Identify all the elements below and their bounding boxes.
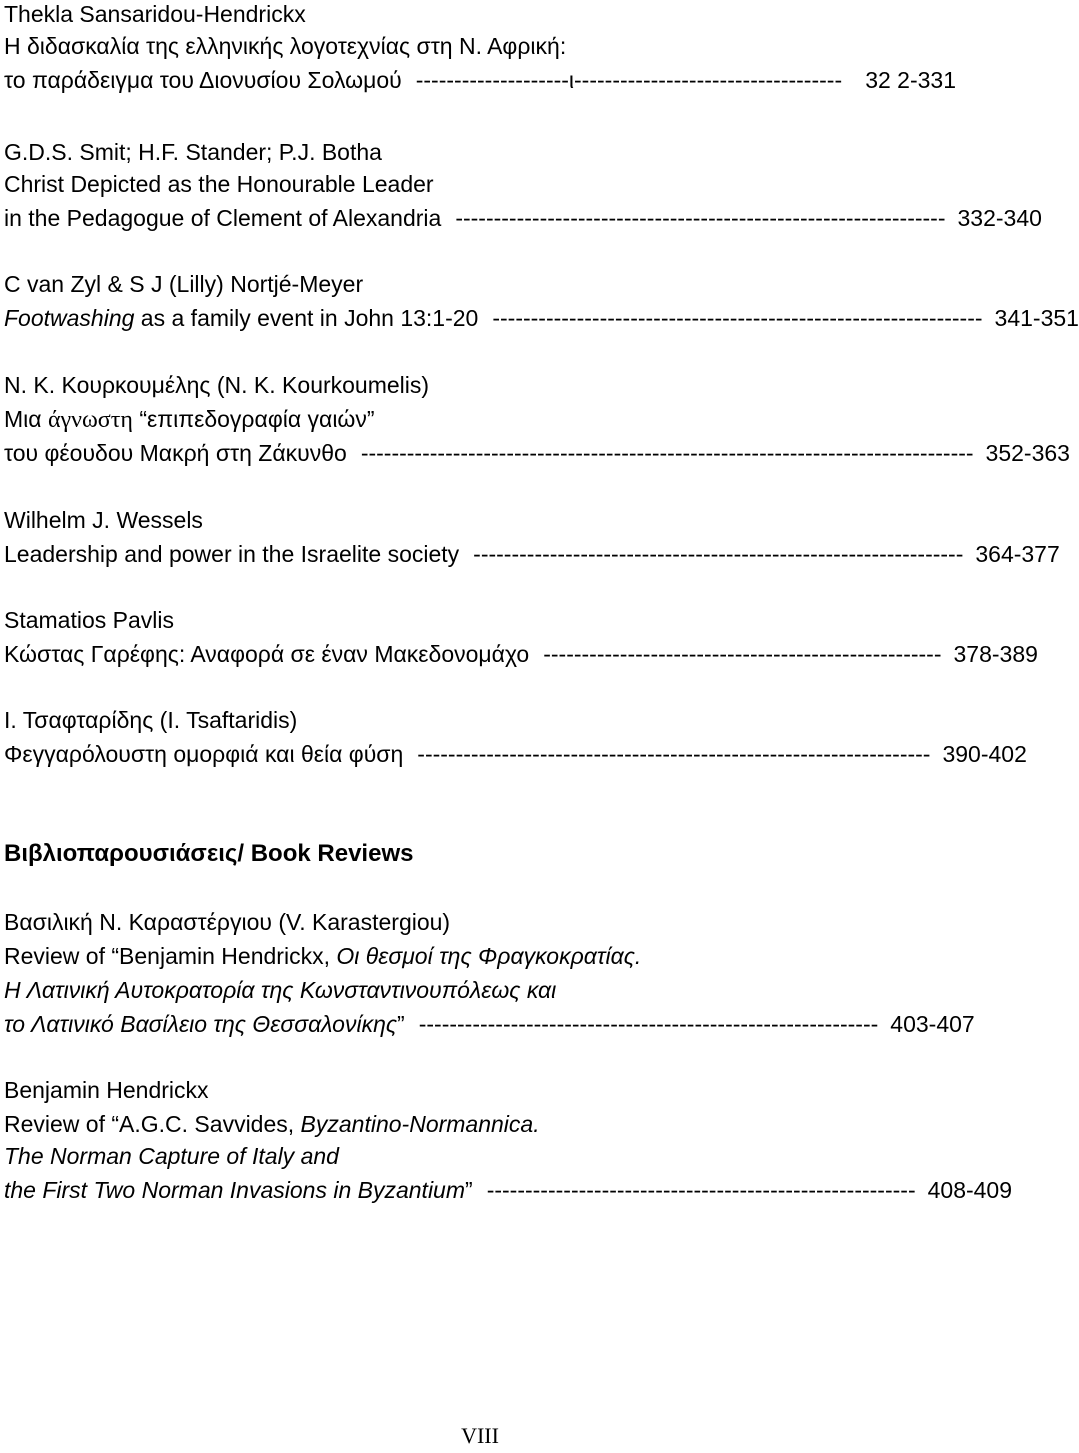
- page-range: 332-340: [957, 205, 1042, 231]
- review-title-line: Η Λατινική Αυτοκρατορία της Κωνσταντινουπόλεως και: [4, 977, 557, 1003]
- dot-leader: -------------------------------------------------------------------: [417, 741, 931, 767]
- page-range: 352-363: [985, 440, 1070, 466]
- dot-leader: ----------------------------------------------------------------: [473, 541, 964, 567]
- review-title-line: Review of “Benjamin Hendrickx, Οι θεσμοί της Φραγκοκρατίας.: [4, 943, 642, 969]
- page-range: 32 2-331: [865, 67, 956, 93]
- review-title-line: The Norman Capture of Italy and: [4, 1143, 339, 1169]
- dot-leader: ----------------------------------------------------------------: [492, 305, 983, 331]
- dot-leader: --------------------------------------------------------------------------------: [360, 440, 974, 466]
- entry-title-line: Footwashing as a family event in John 13:1-20 ---------------------------------------------------------------- 341-351: [4, 302, 956, 334]
- entry-author: Ν. Κ. Κουρκουμέλης (N. K. Kourkoumelis): [4, 372, 430, 398]
- dot-leader: --------------------------------------------------------: [486, 1177, 916, 1203]
- review-title-line: το Λατινικό Βασίλειο της Θεσσαλονίκης” ------------------------------------------------------------ 403-407: [4, 1008, 956, 1040]
- page-range: 364-377: [975, 541, 1060, 567]
- entry-title-line: του φέουδου Μακρή στη Ζάκυνθο -------------------------------------------------------------------------------- 352-363: [4, 437, 956, 469]
- page-range: 341-351: [994, 305, 1079, 331]
- entry-title-line: το παράδειγμα του Διονυσίου Σολωμού --------------------ι----------------------------------- 32 2-331: [4, 64, 956, 96]
- dot-leader: ----------------------------------------------------------------: [455, 205, 946, 231]
- review-reviewer: Βασιλική Ν. Καραστέργιου (V. Karastergiou): [4, 909, 451, 935]
- entry-author: Thekla Sansaridou-Hendrickx: [4, 1, 306, 27]
- review-reviewer: Benjamin Hendrickx: [4, 1077, 209, 1103]
- entry-title-line: Κώστας Γαρέφης: Αναφορά σε έναν Μακεδονομάχο ---------------------------------------------------- 378-389: [4, 638, 956, 670]
- dot-leader: ------------------------------------------------------------: [418, 1011, 879, 1037]
- page-range: 403-407: [890, 1011, 975, 1037]
- entry-title-line: in the Pedagogue of Clement of Alexandria ---------------------------------------------------------------- 332-340: [4, 202, 956, 234]
- entry-title-line: Φεγγαρόλουστη ομορφιά και θεία φύση ------------------------------------------------------------------- 390-402: [4, 738, 956, 770]
- dot-leader: --------------------ι-----------------------------------: [415, 67, 843, 93]
- entry-author: G.D.S. Smit; H.F. Stander; P.J. Botha: [4, 139, 382, 165]
- review-title-line: Review of “A.G.C. Savvides, Byzantino-Normannica.: [4, 1111, 540, 1137]
- page-range: 390-402: [942, 741, 1027, 767]
- entry-author: C van Zyl & S J (Lilly) Nortjé-Meyer: [4, 271, 364, 297]
- entry-title-line: Η διδασκαλία της ελληνικής λογοτεχνίας στη Ν. Αφρική:: [4, 33, 567, 59]
- entry-title-line: Leadership and power in the Israelite society ---------------------------------------------------------------- 364-377: [4, 538, 956, 570]
- entry-author: Stamatios Pavlis: [4, 607, 175, 633]
- entry-author: Ι. Τσαφταρίδης (I. Tsaftaridis): [4, 707, 298, 733]
- page-number: VIII: [461, 1423, 499, 1448]
- page-range: 378-389: [953, 641, 1038, 667]
- entry-title-line: Μια άγνωστη “επιπεδογραφία γαιών”: [4, 405, 375, 433]
- review-title-line: the First Two Norman Invasions in Byzantium” -------------------------------------------------------- 408-409: [4, 1174, 956, 1206]
- page-range: 408-409: [927, 1177, 1013, 1203]
- entry-title-line: Christ Depicted as the Honourable Leader: [4, 171, 434, 197]
- entry-author: Wilhelm J. Wessels: [4, 507, 203, 533]
- dot-leader: ----------------------------------------------------: [543, 641, 942, 667]
- section-heading: Βιβλιοπαρουσιάσεις/ Book Reviews: [4, 840, 414, 867]
